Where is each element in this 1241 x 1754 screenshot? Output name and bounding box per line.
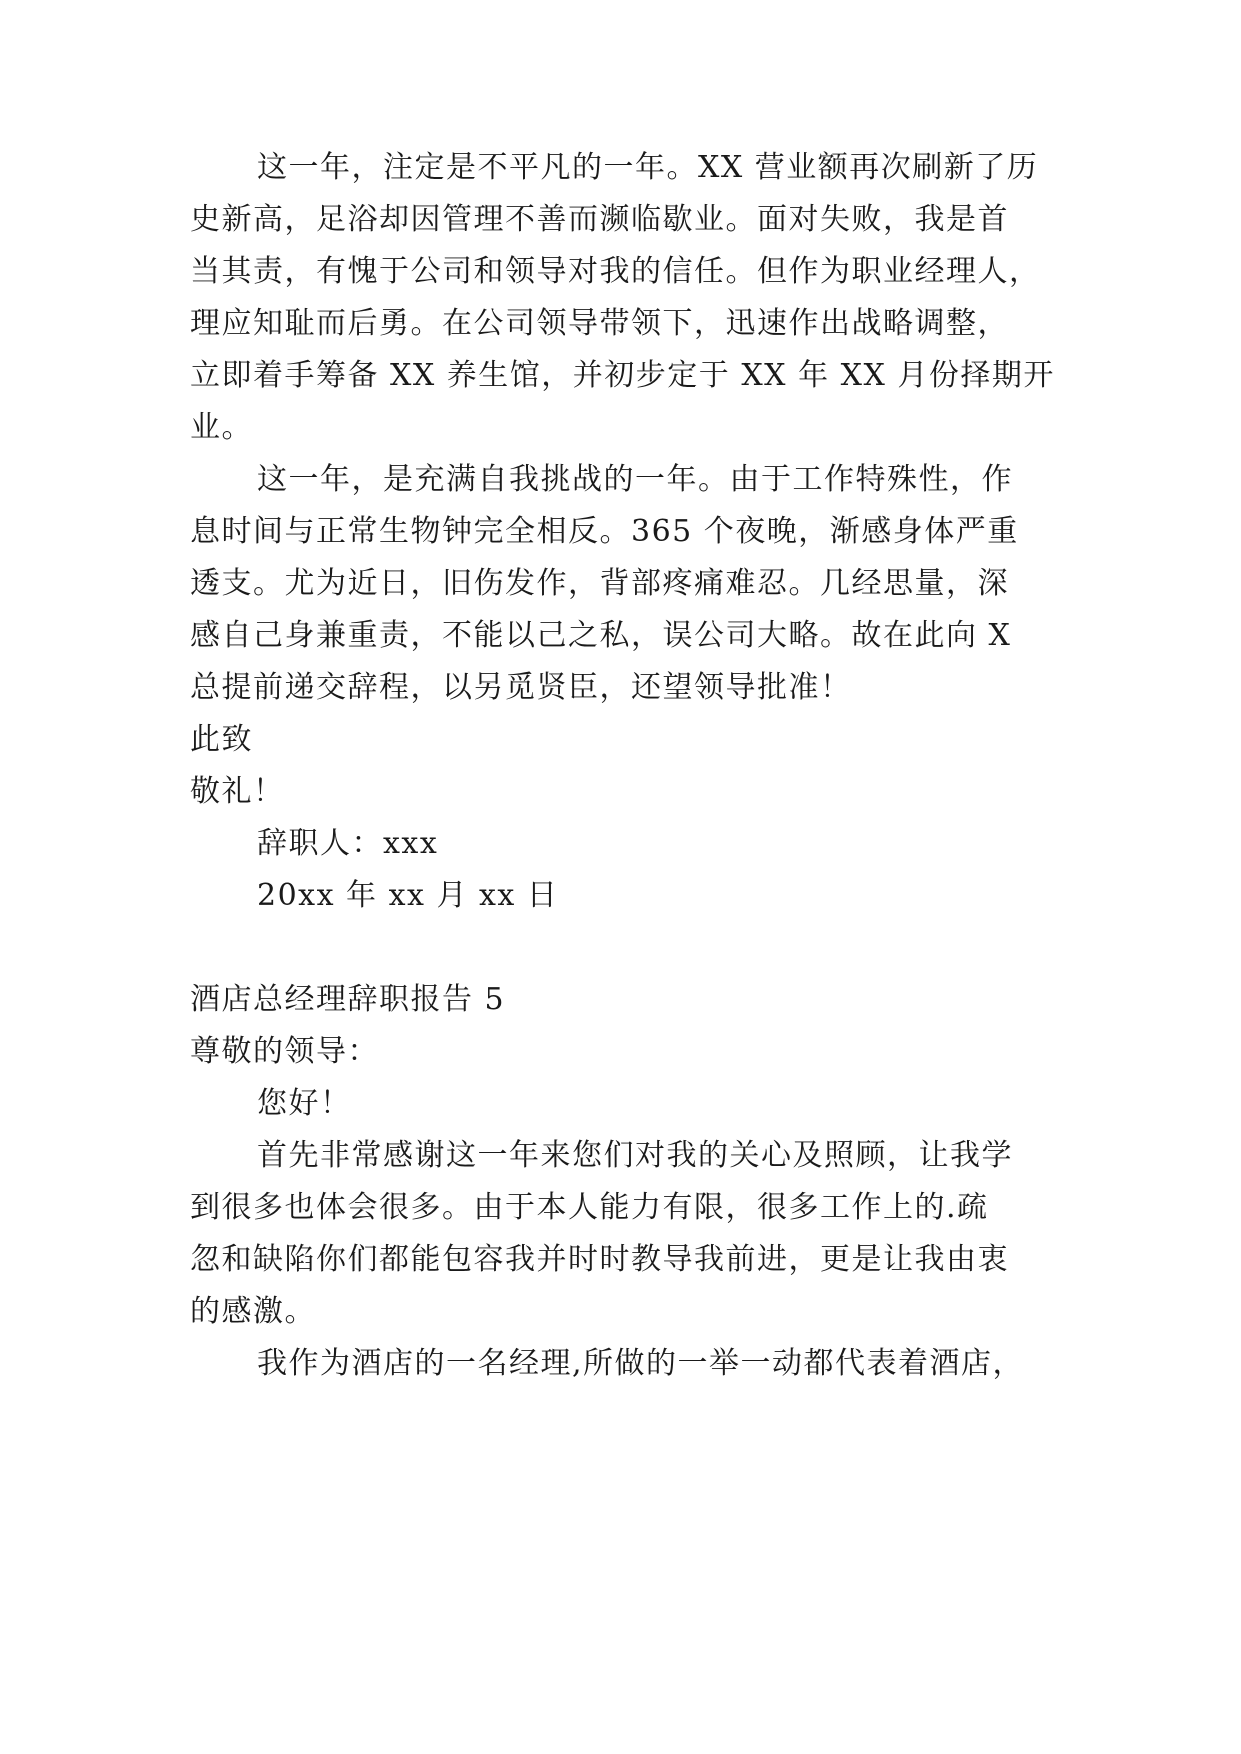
paragraph-1-line-2: 史新高，足浴却因管理不善而濒临歇业。面对失败，我是首 (190, 202, 1009, 237)
closing-line-2: 敬礼！ (190, 774, 285, 809)
section-title: 酒店总经理辞职报告 5 (190, 982, 506, 1017)
paragraph-2-line-4: 感自己身兼重责，不能以己之私，误公司大略。故在此向 X (190, 618, 1012, 653)
closing-line-1: 此致 (190, 722, 253, 757)
paragraph-1-line-5: 立即着手筹备 XX 养生馆，并初步定于 XX 年 XX 月份择期开 (190, 358, 1055, 393)
greeting: 您好！ (257, 1086, 352, 1121)
paragraph-2-line-5: 总提前递交辞程，以另觅贤臣，还望领导批准！ (190, 670, 852, 705)
paragraph-4-line-1: 我作为酒店的一名经理,所做的一举一动都代表着酒店， (257, 1346, 1025, 1381)
paragraph-3-line-2: 到很多也体会很多。由于本人能力有限，很多工作上的.疏 (190, 1190, 989, 1225)
paragraph-2-line-3: 透支。尤为近日，旧伤发作，背部疼痛难忍。几经思量，深 (190, 566, 1009, 601)
paragraph-1-line-4: 理应知耻而后勇。在公司领导带领下，迅速作出战略调整， (190, 306, 1009, 341)
paragraph-3-line-1: 首先非常感谢这一年来您们对我的关心及照顾，让我学 (257, 1138, 1013, 1173)
paragraph-3-line-3: 忽和缺陷你们都能包容我并时时教导我前进，更是让我由衷 (190, 1242, 1009, 1277)
paragraph-1-line-6: 业。 (190, 410, 253, 445)
signer-line: 辞职人：xxx (257, 826, 439, 861)
paragraph-1-line-1: 这一年，注定是不平凡的一年。XX 营业额再次刷新了历 (257, 150, 1039, 185)
date-line: 20xx 年 xx 月 xx 日 (257, 878, 559, 913)
salutation: 尊敬的领导： (190, 1034, 379, 1069)
paragraph-2-line-2: 息时间与正常生物钟完全相反。365 个夜晚，渐感身体严重 (190, 514, 1019, 549)
paragraph-2-line-1: 这一年，是充满自我挑战的一年。由于工作特殊性，作 (257, 462, 1013, 497)
paragraph-3-line-4: 的感激。 (190, 1294, 316, 1329)
paragraph-1-line-3: 当其责，有愧于公司和领导对我的信任。但作为职业经理人， (190, 254, 1041, 289)
